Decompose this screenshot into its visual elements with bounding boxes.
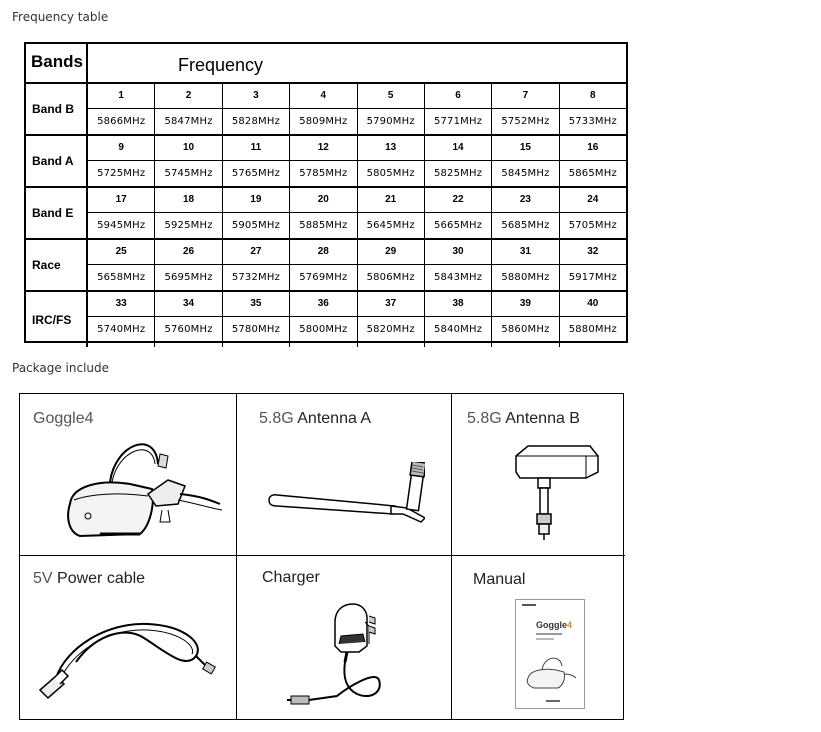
channel-frequency: 5771MHz [433,116,483,127]
channel-cell [155,136,222,186]
channel-number: 22 [425,188,491,213]
frequency-table-title: Frequency table [12,10,109,24]
manual-cover [515,599,585,709]
antenna-b-prefix: 5.8G [467,410,502,427]
channel-cell [290,188,357,238]
channel-frequency: 5847MHz [164,116,213,127]
channel-frequency: 5765MHz [231,168,281,179]
charger-label: Charger [262,569,320,586]
channel-number: 2 [155,84,221,109]
channel-cell [223,240,290,290]
frequency-header: Frequency [88,44,626,84]
channel-number: 17 [88,188,154,213]
goggle-icon [60,434,230,544]
channel-cell [155,188,222,238]
channel-frequency: 5780MHz [231,324,281,335]
channel-frequency: 5790MHz [366,116,415,127]
bands-header: Bands [26,44,88,84]
channel-number: 15 [492,136,558,161]
channel-number: 16 [560,136,626,161]
channel-number: 29 [358,240,424,265]
manual-label: Manual [473,571,526,588]
channel-cell [492,188,559,238]
channel-frequency: 5828MHz [231,116,281,127]
channel-cell [358,84,425,134]
channel-cell [88,240,155,290]
channel-number: 7 [492,84,558,109]
antenna-a-label [259,410,371,428]
channel-cell [560,292,626,347]
channel-frequency: 5732MHz [231,272,281,283]
channel-frequency: 5760MHz [164,324,213,335]
band-label: Band E [26,188,88,238]
channel-cell [425,84,492,134]
channel-cell [560,188,626,238]
channel-cell [223,292,290,347]
channel-cell [425,240,492,290]
channel-frequency: 5820MHz [366,324,415,335]
channel-frequency: 5860MHz [501,324,550,335]
channel-cell [560,240,626,290]
channel-cell [290,292,357,347]
channel-number: 28 [290,240,356,265]
channel-cell [358,240,425,290]
manual-footer-logo [546,700,560,702]
channel-number: 5 [358,84,424,109]
channel-frequency: 5806MHz [366,272,415,283]
channel-frequency: 5705MHz [568,220,617,231]
channel-frequency: 5866MHz [97,116,146,127]
channel-frequency: 5880MHz [568,324,617,335]
channel-cell [155,84,222,134]
band-row [26,240,626,292]
channel-number: 36 [290,292,356,317]
channel-number: 4 [290,84,356,109]
channel-frequency: 5658MHz [97,272,146,283]
channel-cell [223,84,290,134]
package-cell-antenna-b [452,394,625,556]
band-label: Band A [26,136,88,186]
channel-cell [492,84,559,134]
channel-frequency: 5740MHz [97,324,146,335]
package-cell-charger [237,556,452,720]
channel-number: 33 [88,292,154,317]
channel-number: 14 [425,136,491,161]
band-row [26,136,626,188]
goggle-label [33,410,94,428]
channel-cell [358,292,425,347]
channel-cell [425,188,492,238]
channel-number: 6 [425,84,491,109]
channel-frequency: 5885MHz [299,220,348,231]
channel-frequency: 5805MHz [366,168,415,179]
channel-cell [358,188,425,238]
channel-number: 9 [88,136,154,161]
channel-frequency: 5733MHz [568,116,617,127]
channel-cell [155,240,222,290]
channel-frequency: 5845MHz [501,168,550,179]
channel-number: 19 [223,188,289,213]
channel-frequency: 5809MHz [299,116,348,127]
channel-number: 38 [425,292,491,317]
channel-number: 13 [358,136,424,161]
band-row [26,188,626,240]
channel-number: 8 [560,84,626,109]
antenna-a-prefix: 5.8G [259,410,294,427]
channel-cell [290,240,357,290]
manual-goggle-icon [524,652,578,692]
channel-cell [560,84,626,134]
antenna-b-label [467,410,580,428]
band-row [26,292,626,347]
goggle-name: Goggle4 [33,410,94,427]
channel-cell [223,136,290,186]
channel-cell [425,292,492,347]
channel-number: 1 [88,84,154,109]
channel-number: 11 [223,136,289,161]
channel-frequency: 5785MHz [299,168,348,179]
channel-cell [290,136,357,186]
channel-cell [88,136,155,186]
channel-frequency: 5695MHz [164,272,213,283]
channel-frequency: 5800MHz [299,324,348,335]
manual-subtitle-line-2 [536,638,554,640]
manual-cover-title: Goggle4 [536,620,573,630]
band-row [26,84,626,136]
manual-logo [522,604,536,606]
channel-number: 12 [290,136,356,161]
channel-number: 34 [155,292,221,317]
package-cell-manual [452,556,625,720]
channel-cell [88,84,155,134]
channel-frequency: 5665MHz [433,220,483,231]
channel-cell [155,292,222,347]
package-cell-goggle [20,394,237,556]
channel-cell [358,136,425,186]
channel-frequency: 5769MHz [299,272,348,283]
charger-icon [287,596,407,714]
channel-number: 23 [492,188,558,213]
channel-number: 25 [88,240,154,265]
channel-frequency: 5745MHz [164,168,213,179]
channel-frequency: 5725MHz [97,168,146,179]
channel-cell [88,188,155,238]
channel-number: 39 [492,292,558,317]
power-cable-icon [36,608,216,700]
frequency-table [24,42,628,343]
antenna-b-name: Antenna B [505,410,580,427]
channel-cell [290,84,357,134]
channel-number: 26 [155,240,221,265]
channel-number: 20 [290,188,356,213]
band-label: Band B [26,84,88,134]
channel-frequency: 5645MHz [366,220,415,231]
power-cable-label [33,570,145,588]
power-cable-prefix: 5V [33,570,53,587]
channel-frequency: 5825MHz [433,168,483,179]
channel-number: 21 [358,188,424,213]
channel-number: 18 [155,188,221,213]
channel-cell [492,240,559,290]
channel-frequency: 5925MHz [164,220,213,231]
antenna-b-icon [512,442,602,542]
band-label: IRC/FS [26,292,88,347]
band-label: Race [26,240,88,290]
channel-number: 35 [223,292,289,317]
channel-number: 3 [223,84,289,109]
channel-frequency: 5843MHz [433,272,483,283]
antenna-a-name: Antenna A [297,410,372,427]
channel-cell [492,292,559,347]
channel-number: 24 [560,188,626,213]
channel-cell [88,292,155,347]
channel-frequency: 5865MHz [568,168,617,179]
package-grid [19,393,624,720]
channel-number: 32 [560,240,626,265]
channel-number: 30 [425,240,491,265]
channel-frequency: 5905MHz [231,220,281,231]
channel-number: 10 [155,136,221,161]
channel-frequency: 5917MHz [568,272,617,283]
antenna-a-icon [265,462,425,532]
channel-number: 37 [358,292,424,317]
channel-cell [492,136,559,186]
package-include-title: Package include [12,361,110,375]
channel-frequency: 5752MHz [501,116,550,127]
channel-cell [425,136,492,186]
manual-subtitle-line [536,633,562,635]
channel-frequency: 5945MHz [97,220,146,231]
channel-cell [223,188,290,238]
channel-frequency: 5685MHz [501,220,550,231]
channel-number: 40 [560,292,626,317]
power-cable-name: Power cable [57,570,146,587]
channel-frequency: 5840MHz [433,324,483,335]
channel-cell [560,136,626,186]
channel-frequency: 5880MHz [501,272,550,283]
channel-number: 27 [223,240,289,265]
package-cell-power-cable [20,556,237,720]
channel-number: 31 [492,240,558,265]
package-cell-antenna-a [237,394,452,556]
